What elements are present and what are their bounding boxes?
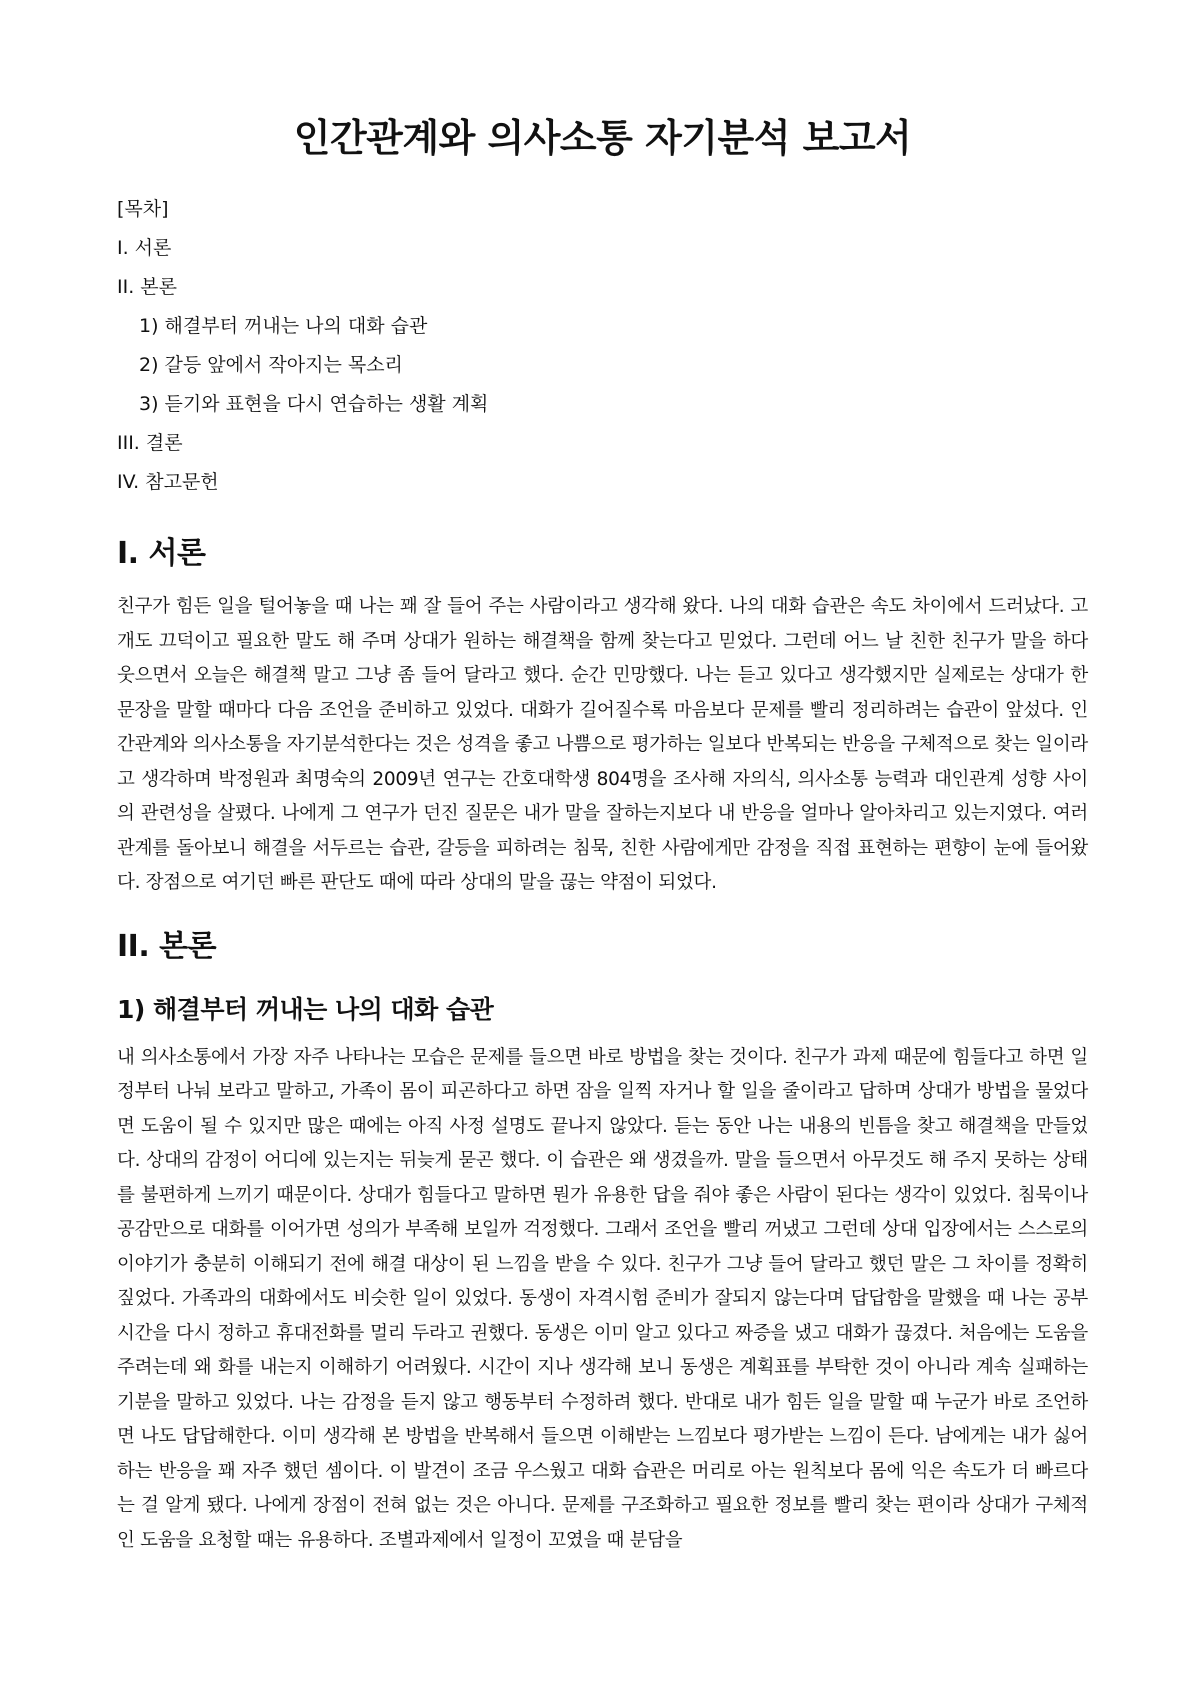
intro-paragraph: 친구가 힘든 일을 털어놓을 때 나는 꽤 잘 들어 주는 사람이라고 생각해 왔다. 나의 대화 습관은 속도 차이에서 드러났다. 고개도 끄덕이고 필요한 말도 해 주며 상대가 원하는 해결책을 함께 찾는다고 믿었다. 그런데 어느 날 친한 친구가 말을 하다 웃으면서 오늘은 해결책 말고 그냥 좀 들어 달라고 했다. 순간 민망했다. 나는 듣고 있다고 생각했지만 실제로는 상대가 한 문장을 말할 때마다 다음 조언을 준비하고 있었다. 대화가 길어질수록 마음보다 문제를 빨리 정리하려는 습관이 앞섰다. 인간관계와 의사소통을 자기분석한다는 것은 성격을 좋고 나쁨으로 평가하는 일보다 반복되는 반응을 구체적으로 찾는 일이라고 생각하며 박정원과 최명숙의 2009년 연구는 간호대학생 804명을 조사해 자의식, 의사소통 능력과 대인관계 성향 사이의 관련성을 살폈다. 나에게 그 연구가 던진 질문은 내가 말을 잘하는지보다 내 반응을 얼마나 알아차리고 있는지였다. 여러 관계를 돌아보니 해결을 서두르는 습관, 갈등을 피하려는 침묵, 친한 사람에게만 감정을 직접 표현하는 편향이 눈에 들어왔다. 장점으로 여기던 빠른 판단도 때에 따라 상대의 말을 끊는 약점이 되었다. — [117, 596, 1088, 893]
toc-item-intro: I. 서론 — [117, 237, 172, 259]
subsection-heading-1: 1) 해결부터 꺼내는 나의 대화 습관 — [117, 994, 494, 1024]
section-heading-intro: I. 서론 — [117, 536, 206, 571]
subsection-1-paragraph: 내 의사소통에서 가장 자주 나타나는 모습은 문제를 들으면 바로 방법을 찾는 것이다. 친구가 과제 때문에 힘들다고 하면 일정부터 나눠 보라고 말하고, 가족이 몸이 피곤하다고 하면 잠을 일찍 자거나 할 일을 줄이라고 답하며 상대가 방법을 물었다면 도움이 될 수 있지만 많은 때에는 아직 사정 설명도 끝나지 않았다. 듣는 동안 나는 내용의 빈틈을 찾고 해결책을 만들었다. 상대의 감정이 어디에 있는지는 뒤늦게 묻곤 했다. 이 습관은 왜 생겼을까. 말을 들으면서 아무것도 해 주지 못하는 상태를 불편하게 느끼기 때문이다. 상대가 힘들다고 말하면 뭔가 유용한 답을 줘야 좋은 사람이 된다는 생각이 있었다. 침묵이나 공감만으로 대화를 이어가면 성의가 부족해 보일까 걱정했다. 그래서 조언을 빨리 꺼냈고 그런데 상대 입장에서는 스스로의 이야기가 충분히 이해되기 전에 해결 대상이 된 느낌을 받을 수 있다. 친구가 그냥 들어 달라고 했던 말은 그 차이를 정확히 짚었다. 가족과의 대화에서도 비슷한 일이 있었다. 동생이 자격시험 준비가 잘되지 않는다며 답답함을 말했을 때 나는 공부시간을 다시 정하고 휴대전화를 멀리 두라고 권했다. 동생은 이미 알고 있다고 짜증을 냈고 대화가 끊겼다. 처음에는 도움을 주려는데 왜 화를 내는지 이해하기 어려웠다. 시간이 지나 생각해 보니 동생은 계획표를 부탁한 것이 아니라 계속 실패하는 기분을 말하고 있었다. 나는 감정을 듣지 않고 행동부터 수정하려 했다. 반대로 내가 힘든 일을 말할 때 누군가 바로 조언하면 나도 답답해한다. 이미 생각해 본 방법을 반복해서 들으면 이해받는 느낌보다 평가받는 느낌이 든다. 남에게는 내가 싫어하는 반응을 꽤 자주 했던 셈이다. 이 발견이 조금 우스웠고 대화 습관은 머리로 아는 원칙보다 몸에 익은 속도가 더 빠르다는 걸 알게 됐다. 나에게 장점이 전혀 없는 것은 아니다. 문제를 구조화하고 필요한 정보를 빨리 찾는 편이라 상대가 구체적인 도움을 요청할 때는 유용하다. 조별과제에서 일정이 꼬였을 때 분담을 — [117, 1046, 1088, 1551]
section-heading-body: II. 본론 — [117, 928, 217, 964]
toc-item-body-1: 1) 해결부터 꺼내는 나의 대화 습관 — [139, 315, 428, 337]
toc-item-body-2: 2) 갈등 앞에서 작아지는 목소리 — [139, 354, 403, 376]
document-title: 인간관계와 의사소통 자기분석 보고서 — [293, 116, 912, 160]
toc-item-body-3: 3) 듣기와 표현을 다시 연습하는 생활 계획 — [139, 393, 489, 415]
toc-item-conclusion: III. 결론 — [117, 432, 183, 454]
toc-item-body: II. 본론 — [117, 276, 177, 298]
toc-label: [목차] — [117, 198, 169, 220]
table-of-contents — [117, 190, 1088, 502]
toc-item-references: IV. 참고문헌 — [117, 471, 219, 493]
